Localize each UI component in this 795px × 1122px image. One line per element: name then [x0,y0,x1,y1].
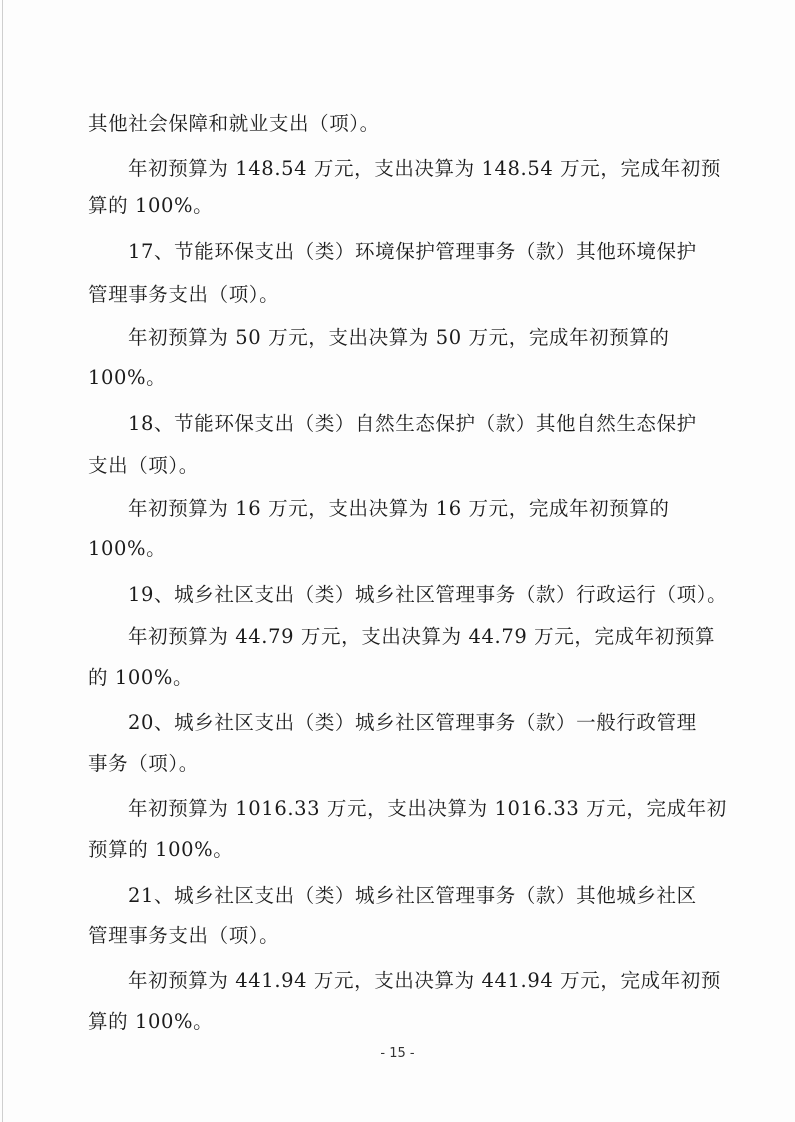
scan-edge-line [2,0,3,1122]
text-line: 年初预算为 1016.33 万元，支出决算为 1016.33 万元，完成年初 [128,797,727,820]
text-line: 年初预算为 50 万元，支出决算为 50 万元，完成年初预算的 [128,326,670,349]
text-line: 支出（项）。 [88,454,199,477]
text-line: 管理事务支出（项）。 [88,283,280,306]
text-line: 的 100%。 [88,666,194,689]
text-line: 21、城乡社区支出（类）城乡社区管理事务（款）其他城乡社区 [128,884,697,907]
text-line: 预算的 100%。 [88,838,234,861]
text-line: 19、城乡社区支出（类）城乡社区管理事务（款）行政运行（项）。 [128,583,728,606]
text-line: 18、节能环保支出（类）自然生态保护（款）其他自然生态保护 [128,412,697,435]
text-line: 事务（项）。 [88,752,199,775]
text-line: 年初预算为 441.94 万元，支出决算为 441.94 万元，完成年初预 [128,969,721,992]
text-line: 年初预算为 16 万元，支出决算为 16 万元，完成年初预算的 [128,497,670,520]
text-line: 17、节能环保支出（类）环境保护管理事务（款）其他环境保护 [128,240,697,263]
text-line: 管理事务支出（项）。 [88,924,280,947]
text-line: 算的 100%。 [88,1010,214,1033]
text-line: 其他社会保障和就业支出（项）。 [88,112,380,135]
text-line: 年初预算为 148.54 万元，支出决算为 148.54 万元，完成年初预 [128,157,721,180]
text-line: 100%。 [88,537,167,560]
page-number: - 15 - [380,1046,415,1061]
text-line: 100%。 [88,366,167,389]
text-line: 年初预算为 44.79 万元，支出决算为 44.79 万元，完成年初预算 [128,625,716,648]
text-line: 20、城乡社区支出（类）城乡社区管理事务（款）一般行政管理 [128,711,697,734]
text-line: 算的 100%。 [88,194,214,217]
